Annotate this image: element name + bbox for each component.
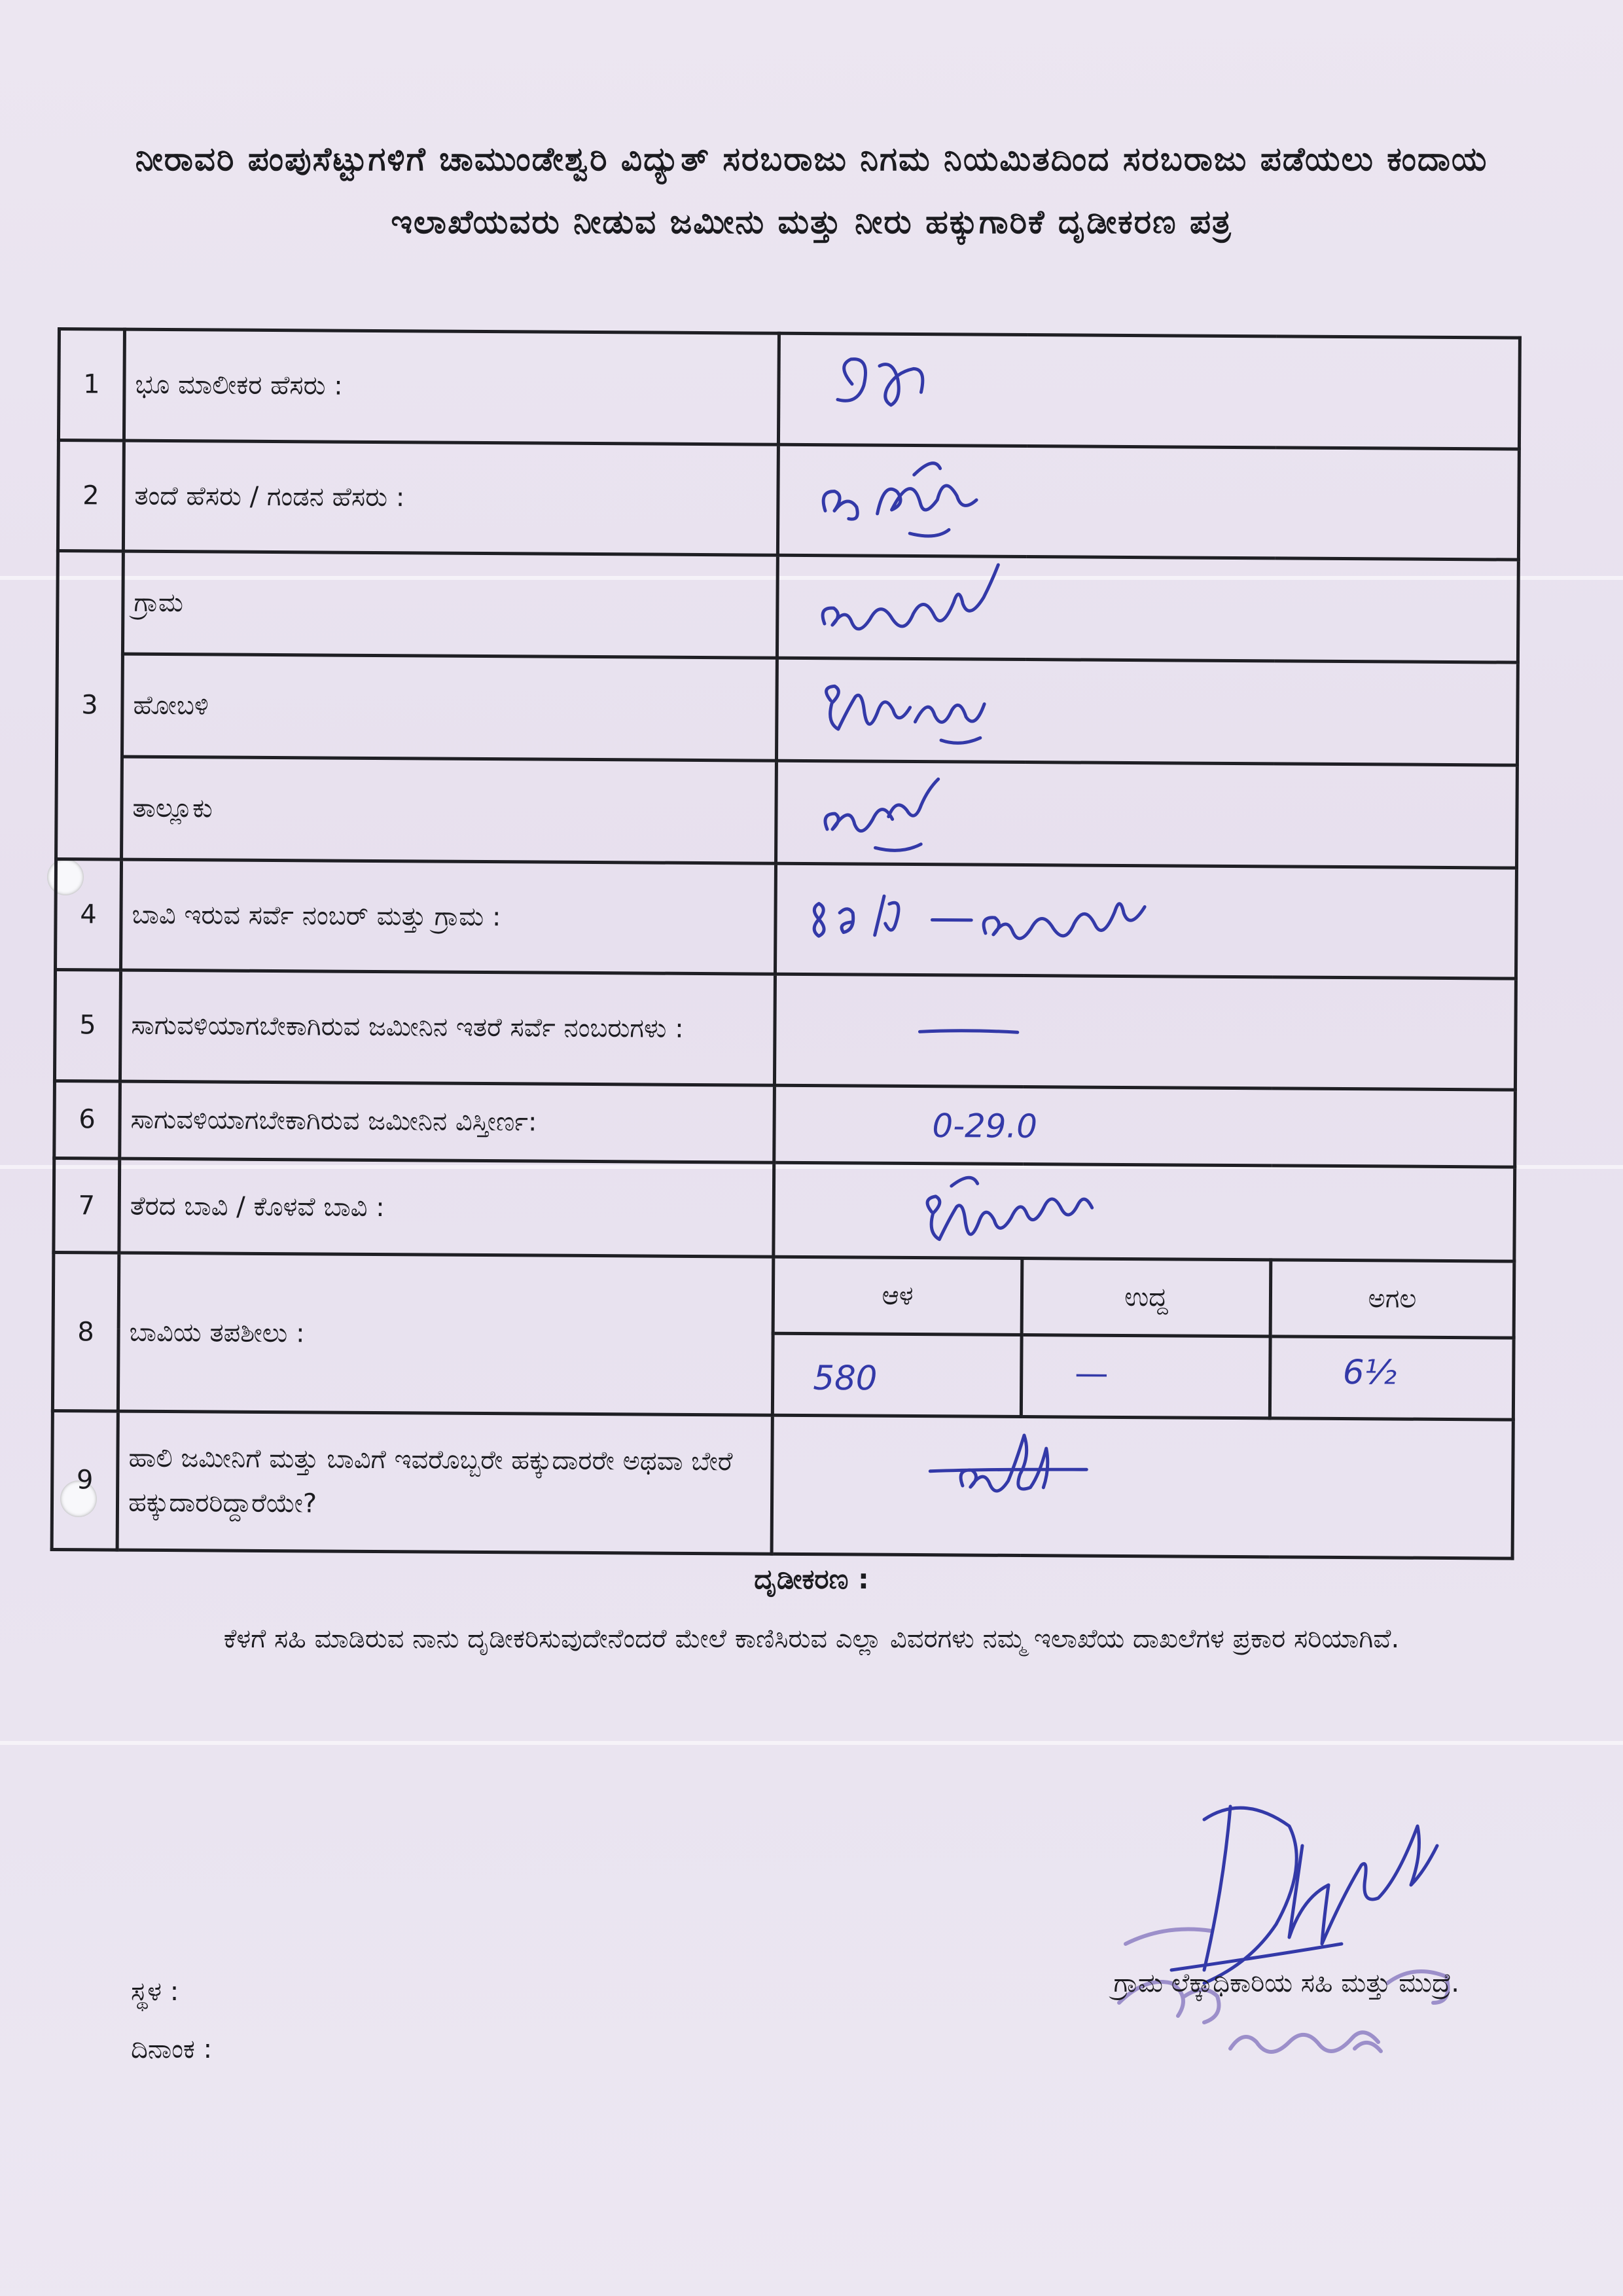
form-title: ನೀರಾವರಿ ಪಂಪುಸೆಟ್ಟುಗಳಿಗೆ ಚಾಮುಂಡೇಶ್ವರಿ ವಿದ್ಯುತ್ ಸರಬರಾಜು ನಿಗಮ ನಿಯಮಿತದಿಂದ ಸರಬರಾಜು ಪಡೆಯಲು ಕಂದಾಯ ಇಲಾಖೆಯವರು ನೀಡುವ ಜಮೀನು ಮತ್ತು ನೀರು ಹಕ್ಕುಗಾರಿಕೆ ದೃಡೀಕರಣ ಪತ್ರ xyxy=(135,140,1488,241)
row-number: 8 xyxy=(52,1253,118,1411)
well-survey-label: ಬಾವಿ ಇರುವ ಸರ್ವೆ ನಂಬರ್ ಮತ್ತು ಗ್ರಾಮ : xyxy=(121,859,776,975)
other-survey-label: ಸಾಗುವಳಿಯಾಗಬೇಕಾಗಿರುವ ಜಮೀನಿನ ಇತರೆ ಸರ್ವೆ ನಂಬರುಗಳು : xyxy=(120,970,775,1085)
width-text: 6½ xyxy=(1342,1352,1397,1393)
table-row xyxy=(54,1081,1516,1167)
land-extent-value xyxy=(774,1085,1516,1168)
table-row xyxy=(52,1410,1513,1558)
row-number: 6 xyxy=(54,1081,120,1158)
other-survey-value xyxy=(774,974,1516,1089)
handwritten-ownership xyxy=(774,1417,1512,1557)
width-column-header: ಅಗಲ xyxy=(1270,1260,1514,1338)
land-extent-text: 0-29.0 xyxy=(932,1106,1038,1145)
table-row xyxy=(56,653,1518,764)
form-table xyxy=(50,327,1522,1560)
width-value xyxy=(1270,1336,1514,1420)
row-number: 2 xyxy=(58,440,124,551)
handwritten-hobli xyxy=(778,660,1516,764)
table-row xyxy=(54,970,1516,1090)
certification-heading: ದೃಡೀಕರಣ : xyxy=(754,1563,869,1595)
row-number: 1 xyxy=(58,329,124,440)
table-row xyxy=(58,440,1519,560)
row-number: 4 xyxy=(56,859,122,970)
officer-signature-label: ಗ್ರಾಮ ಲೆಕ್ಕಾಧಿಕಾರಿಯ ಸಹಿ ಮತ್ತು ಮುದ್ರೆ. xyxy=(1113,1968,1459,1998)
ownership-label: ಹಾಲಿ ಜಮೀನಿಗೆ ಮತ್ತು ಬಾವಿಗೆ ಇವರೊಬ್ಬರೇ ಹಕ್ಕುದಾರರೇ ಅಥವಾ ಬೇರೆ ಹಕ್ಕುದಾರರಿದ್ದಾರೆಯೇ? xyxy=(117,1411,772,1554)
handwritten-width xyxy=(1272,1338,1512,1418)
handwritten-taluk xyxy=(777,762,1516,866)
well-type-label: ತೆರದ ಬಾವಿ / ಕೊಳವೆ ಬಾವಿ : xyxy=(119,1158,774,1257)
handwritten-survey-and-village xyxy=(777,865,1515,977)
table-row xyxy=(54,1158,1515,1262)
table-row xyxy=(58,329,1520,449)
depth-column-header: ಆಳ xyxy=(773,1257,1022,1335)
village-value xyxy=(777,555,1518,662)
handwritten-village xyxy=(779,557,1517,661)
handwritten-well-type xyxy=(775,1164,1513,1260)
hobli-label: ಹೋಬಳಿ xyxy=(122,654,777,761)
table-row xyxy=(57,551,1518,662)
land-extent-label: ಸಾಗುವಳಿಯಾಗಬೇಕಾಗಿರುವ ಜಮೀನಿನ ವಿಸ್ತೀರ್ಣ: xyxy=(120,1081,775,1163)
depth-text: 580 xyxy=(813,1358,878,1399)
village-label: ಗ್ರಾಮ xyxy=(122,551,777,658)
table-row xyxy=(53,1253,1514,1338)
certification-text: ಕೆಳಗೆ ಸಹಿ ಮಾಡಿರುವ ನಾನು ದೃಡೀಕರಿಸುವುದೇನೆಂದರೆ ಮೇಲೆ ಕಾಣಿಸಿರುವ ಎಲ್ಲಾ ವಿವರಗಳು ನಮ್ಮ ಇಲಾಖೆಯ ದಾಖಲೆಗಳ ಪ್ರಕಾರ ಸರಿಯಾಗಿವೆ. xyxy=(223,1624,1400,1654)
row-number: 7 xyxy=(54,1158,120,1253)
handwritten-depth xyxy=(774,1335,1020,1415)
well-survey-value xyxy=(775,863,1516,978)
father-name-value xyxy=(777,444,1519,560)
owner-name-value xyxy=(778,333,1520,448)
table-row xyxy=(56,756,1518,867)
taluk-value xyxy=(776,761,1518,868)
row-number: 9 xyxy=(52,1410,118,1550)
row-number: 5 xyxy=(54,970,120,1081)
row-number: 3 xyxy=(56,551,124,859)
handwritten-owner-name xyxy=(780,335,1518,447)
place-label: ಸ್ಥಳ : xyxy=(131,1977,179,2007)
paper-fold-line xyxy=(0,1741,1623,1745)
well-details-label: ಬಾವಿಯ ತಪಶೀಲು : xyxy=(118,1253,773,1415)
handwritten-length xyxy=(1023,1336,1269,1416)
handwritten-father-name xyxy=(779,446,1518,558)
ownership-value xyxy=(772,1415,1513,1558)
depth-value xyxy=(772,1333,1022,1416)
length-column-header: ಉದ್ದ xyxy=(1022,1259,1271,1336)
handwritten-dash xyxy=(776,976,1514,1088)
date-label: ದಿನಾಂಕ : xyxy=(131,2034,213,2064)
hobli-value xyxy=(776,658,1518,765)
taluk-label: ತಾಲ್ಲೂಕು xyxy=(122,757,777,863)
handwritten-land-extent xyxy=(776,1086,1514,1166)
father-name-label: ತಂದೆ ಹೆಸರು / ಗಂಡನ ಹೆಸರು : xyxy=(123,440,778,556)
table-row xyxy=(56,859,1517,978)
length-text: — xyxy=(1075,1354,1109,1393)
well-type-value xyxy=(774,1162,1515,1261)
length-value xyxy=(1021,1335,1270,1418)
owner-name-label: ಭೂ ಮಾಲೀಕರ ಹೆಸರು : xyxy=(124,329,779,444)
